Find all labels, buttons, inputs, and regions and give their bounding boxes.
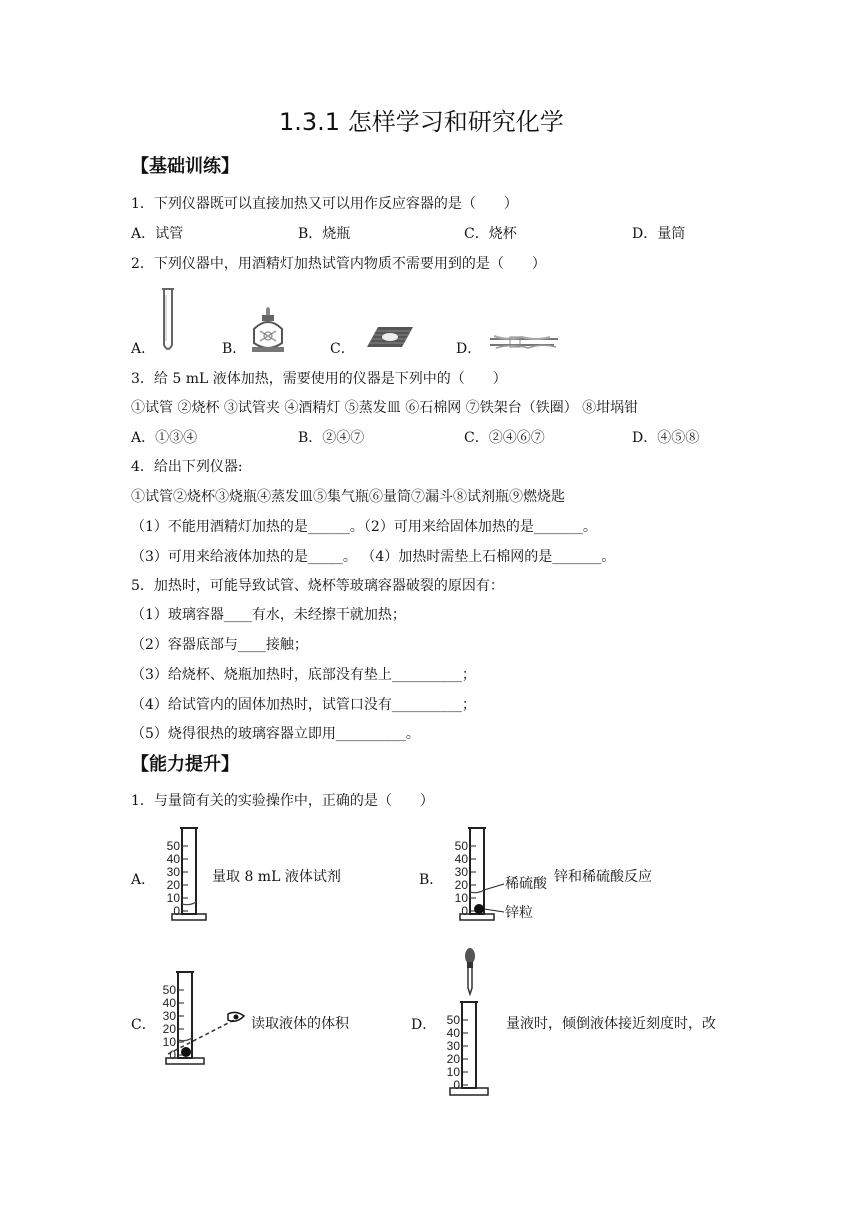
q5-item-4: （4）给试管内的固体加热时，试管口没有__________； bbox=[131, 697, 476, 713]
page-title: 1.3.1 怎样学习和研究化学 bbox=[279, 108, 564, 136]
q1-option-d: D．量筒 bbox=[632, 226, 686, 242]
p1-label-d: D． bbox=[411, 1017, 437, 1033]
scale-0: 0 bbox=[169, 1048, 176, 1062]
q4-list: ①试管②烧杯③烧瓶④蒸发皿⑤集气瓶⑥量筒⑦漏斗⑧试剂瓶⑨燃烧匙 bbox=[131, 489, 565, 505]
p1-caption-a: 量取 8 mL 液体试剂 bbox=[212, 869, 341, 885]
section-heading-advanced: 【能力提升】 bbox=[131, 754, 239, 775]
cylinder-figure-d bbox=[436, 944, 506, 1104]
q2-label-c: C． bbox=[330, 341, 355, 357]
scale-10: 10 bbox=[162, 1035, 176, 1049]
q2-label-a: A． bbox=[131, 341, 156, 357]
scale-10: 10 bbox=[454, 891, 468, 905]
test-tube-holder-figure bbox=[488, 333, 560, 351]
p1-caption-c: 读取液体的体积 bbox=[251, 1016, 349, 1032]
scale-20: 20 bbox=[446, 1052, 460, 1066]
asbestos-gauze-figure bbox=[366, 324, 414, 350]
scale-20: 20 bbox=[166, 878, 180, 892]
scale-40: 40 bbox=[162, 996, 176, 1010]
p1-label-a: A． bbox=[131, 872, 156, 888]
scale-50: 50 bbox=[446, 1013, 460, 1027]
q2-label-d: D． bbox=[456, 341, 482, 357]
scale-30: 30 bbox=[446, 1039, 460, 1053]
scale-20: 20 bbox=[162, 1022, 176, 1036]
q5-item-1: （1）玻璃容器____有水，未经擦干就加热； bbox=[131, 607, 406, 623]
q3-option-b: B．②④⑦ bbox=[298, 430, 365, 446]
q2-stem: 2．下列仪器中，用酒精灯加热试管内物质不需要用到的是（ ） bbox=[131, 256, 546, 272]
q3-stem: 3．给 5 mL 液体加热，需要使用的仪器是下列中的（ ） bbox=[131, 371, 507, 387]
p1-label-b: B． bbox=[419, 872, 444, 888]
q3-option-c: C．②④⑥⑦ bbox=[464, 430, 545, 446]
q2-label-b: B． bbox=[222, 341, 247, 357]
scale-0: 0 bbox=[173, 904, 180, 918]
scale-40: 40 bbox=[166, 852, 180, 866]
p1-caption-b: 锌和稀硫酸反应 bbox=[554, 869, 652, 885]
cylinder-figure-c bbox=[156, 968, 248, 1072]
scale-10: 10 bbox=[166, 891, 180, 905]
cylinder-figure-a bbox=[160, 826, 214, 928]
q5-item-5: （5）烧得很热的玻璃容器立即用__________。 bbox=[131, 726, 420, 742]
scale-50: 50 bbox=[162, 983, 176, 997]
label-dilute-sulfuric-acid: 稀硫酸 bbox=[505, 875, 547, 891]
q4-line-2: （3）可用来给液体加热的是_____。 （4）加热时需垫上石棉网的是_______。 bbox=[131, 549, 616, 565]
q1-option-c: C．烧杯 bbox=[464, 226, 517, 242]
scale-40: 40 bbox=[446, 1026, 460, 1040]
test-tube-figure bbox=[156, 287, 180, 355]
q1-option-b: B．烧瓶 bbox=[298, 226, 351, 242]
q3-option-d: D．④⑤⑧ bbox=[632, 430, 700, 446]
q3-list: ①试管 ②烧杯 ③试管夹 ④酒精灯 ⑤蒸发皿 ⑥石棉网 ⑦铁架台（铁圈） ⑧坩埚钳 bbox=[131, 400, 639, 416]
scale-50: 50 bbox=[166, 839, 180, 853]
q1-option-a: A．试管 bbox=[131, 226, 184, 242]
q5-stem: 5．加热时，可能导致试管、烧杯等玻璃容器破裂的原因有： bbox=[131, 578, 504, 594]
alcohol-lamp-figure bbox=[248, 305, 288, 355]
q1-stem: 1．下列仪器既可以直接加热又可以用作反应容器的是（ ） bbox=[131, 196, 518, 212]
scale-30: 30 bbox=[454, 865, 468, 879]
q3-option-a: A．①③④ bbox=[131, 430, 198, 446]
q5-item-3: （3）给烧杯、烧瓶加热时，底部没有垫上__________； bbox=[131, 667, 476, 683]
section-heading-basic: 【基础训练】 bbox=[131, 156, 239, 177]
scale-0: 0 bbox=[461, 904, 468, 918]
scale-20: 20 bbox=[454, 878, 468, 892]
scale-0: 0 bbox=[453, 1078, 460, 1092]
q4-stem: 4．给出下列仪器: bbox=[131, 459, 243, 475]
scale-40: 40 bbox=[454, 852, 468, 866]
q5-item-2: （2）容器底部与____接触； bbox=[131, 637, 308, 653]
scale-30: 30 bbox=[162, 1009, 176, 1023]
p1-stem: 1．与量筒有关的实验操作中，正确的是（ ） bbox=[131, 793, 434, 809]
scale-30: 30 bbox=[166, 865, 180, 879]
p1-label-c: C． bbox=[131, 1017, 156, 1033]
cylinder-figure-b bbox=[448, 826, 554, 932]
label-zinc-granules: 锌粒 bbox=[505, 904, 533, 920]
p1-caption-d: 量液时，倾倒液体接近刻度时，改 bbox=[506, 1016, 716, 1032]
scale-10: 10 bbox=[446, 1065, 460, 1079]
q4-line-1: （1）不能用酒精灯加热的是______。（2）可用来给固体加热的是_______。 bbox=[131, 519, 597, 535]
scale-50: 50 bbox=[454, 839, 468, 853]
